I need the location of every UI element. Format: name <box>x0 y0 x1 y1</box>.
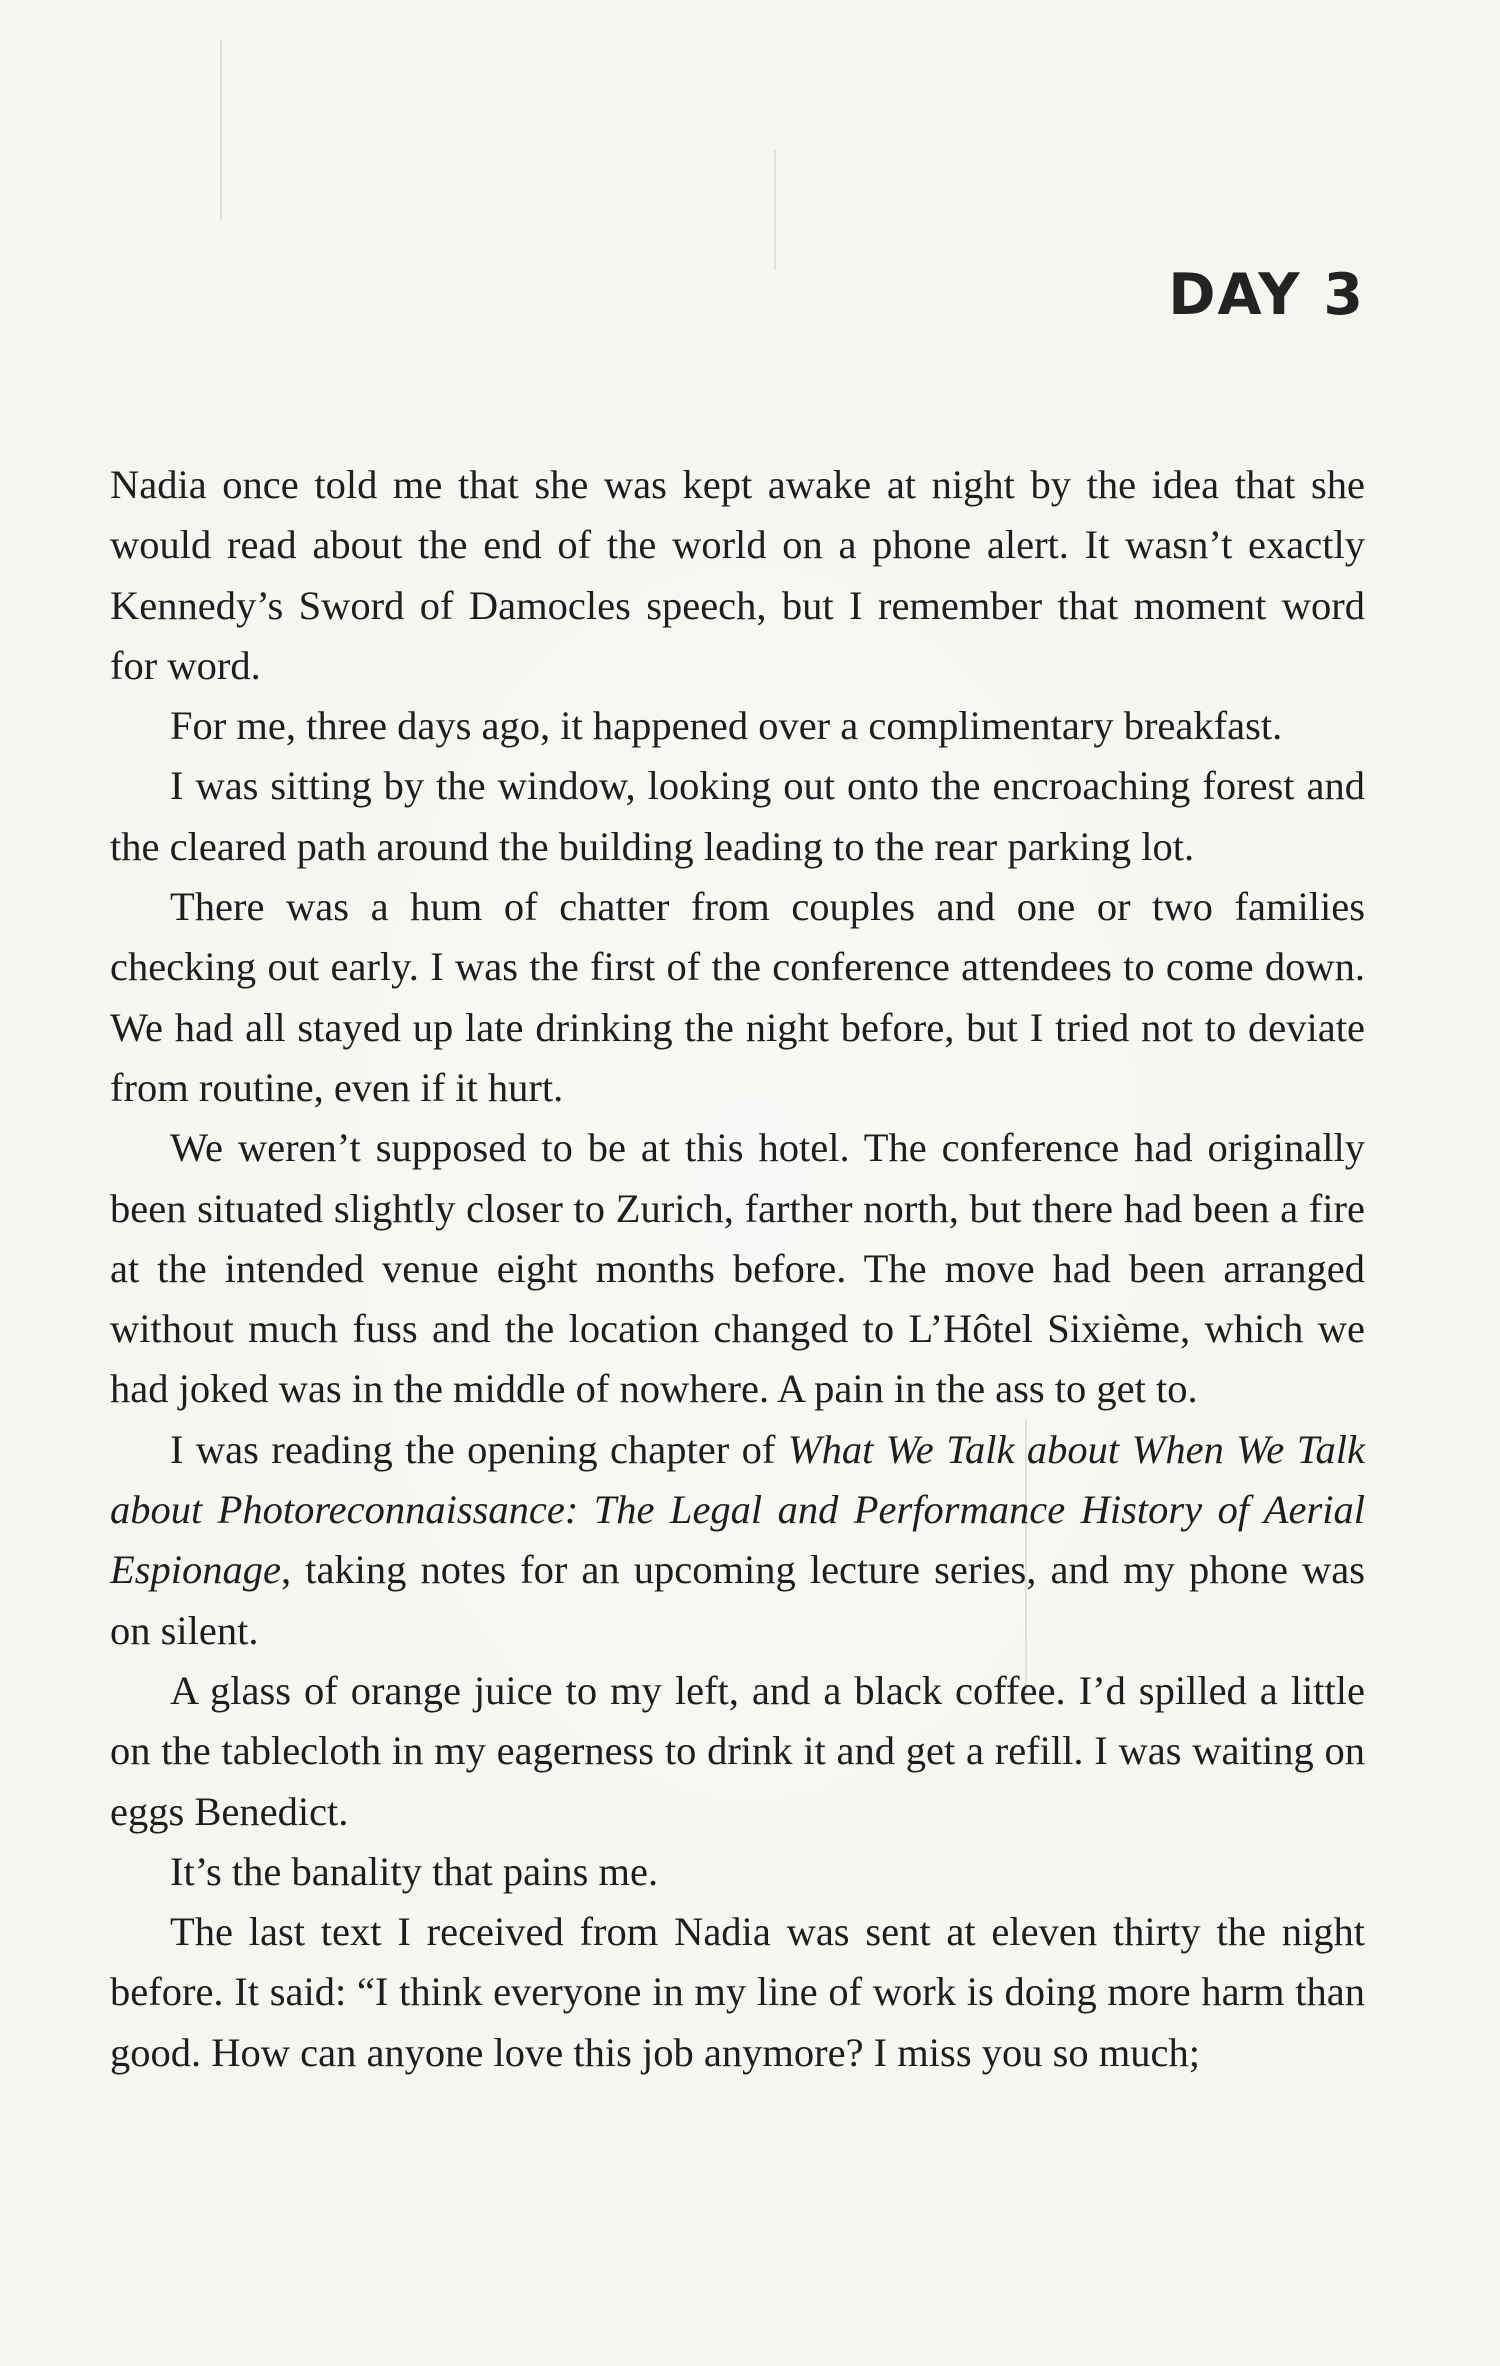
paragraph <box>110 1902 1365 2083</box>
paragraph <box>110 1842 1365 1902</box>
paragraph <box>110 756 1365 877</box>
paragraph-text: , taking notes for an upcoming lecture series, and my phone was on silent. <box>110 1547 1365 1653</box>
paragraph-text: There was a hum of chatter from couples and one or two families checking out early. I was the first of the conference attendees to come down. We had all stayed up late drinking the night before, but I tried not to deviate from routine, even if it hurt. <box>110 884 1365 1110</box>
body-text <box>110 455 1365 2083</box>
chapter-heading: DAY 3 <box>1168 262 1365 328</box>
paragraph <box>110 1420 1365 1661</box>
paragraph-text: I was sitting by the window, looking out onto the encroaching forest and the cleared path around the building leading to the rear parking lot. <box>110 763 1365 869</box>
paragraph <box>110 1118 1365 1419</box>
paragraph-text: Nadia once told me that she was kept awake at night by the idea that she would read about the end of the world on a phone alert. It wasn’t exactly Kennedy’s Sword of Damocles speech, but I remember that moment word for word. <box>110 462 1365 688</box>
paragraph <box>110 877 1365 1118</box>
paragraph-text: It’s the banality that pains me. <box>170 1848 659 1894</box>
paragraph-text: We weren’t supposed to be at this hotel. The conference had originally been situated slightly closer to Zurich, farther north, but there had been a fire at the intended venue eight months before. The move had been arranged without much fuss and the location changed to L’Hôtel Sixième, which we had joked was in the middle of nowhere. A pain in the ass to get to. <box>110 1125 1365 1412</box>
paragraph-text: I was reading the opening chapter of <box>170 1426 788 1472</box>
paragraph <box>110 455 1365 696</box>
paragraph-text: A glass of orange juice to my left, and a black coffee. I’d spilled a little on the tablecloth in my eagerness to drink it and get a refill. I was waiting on eggs Benedict. <box>110 1667 1365 1834</box>
book-title: What We Talk about When We Talk about Photoreconnaissance: The Legal and Performance History of Aerial Espionage <box>110 1426 1365 1593</box>
paragraph <box>110 1661 1365 1842</box>
scan-artifact <box>220 40 222 220</box>
paragraph <box>110 696 1365 756</box>
paragraph-text: The last text I received from Nadia was sent at eleven thirty the night before. It said: “I think everyone in my line of work is doing more harm than good. How can anyone love this job anymore? I miss you so much; <box>110 1909 1365 2075</box>
paragraph-text: For me, three days ago, it happened over a complimentary breakfast. <box>170 703 1283 749</box>
scan-artifact <box>774 150 776 270</box>
